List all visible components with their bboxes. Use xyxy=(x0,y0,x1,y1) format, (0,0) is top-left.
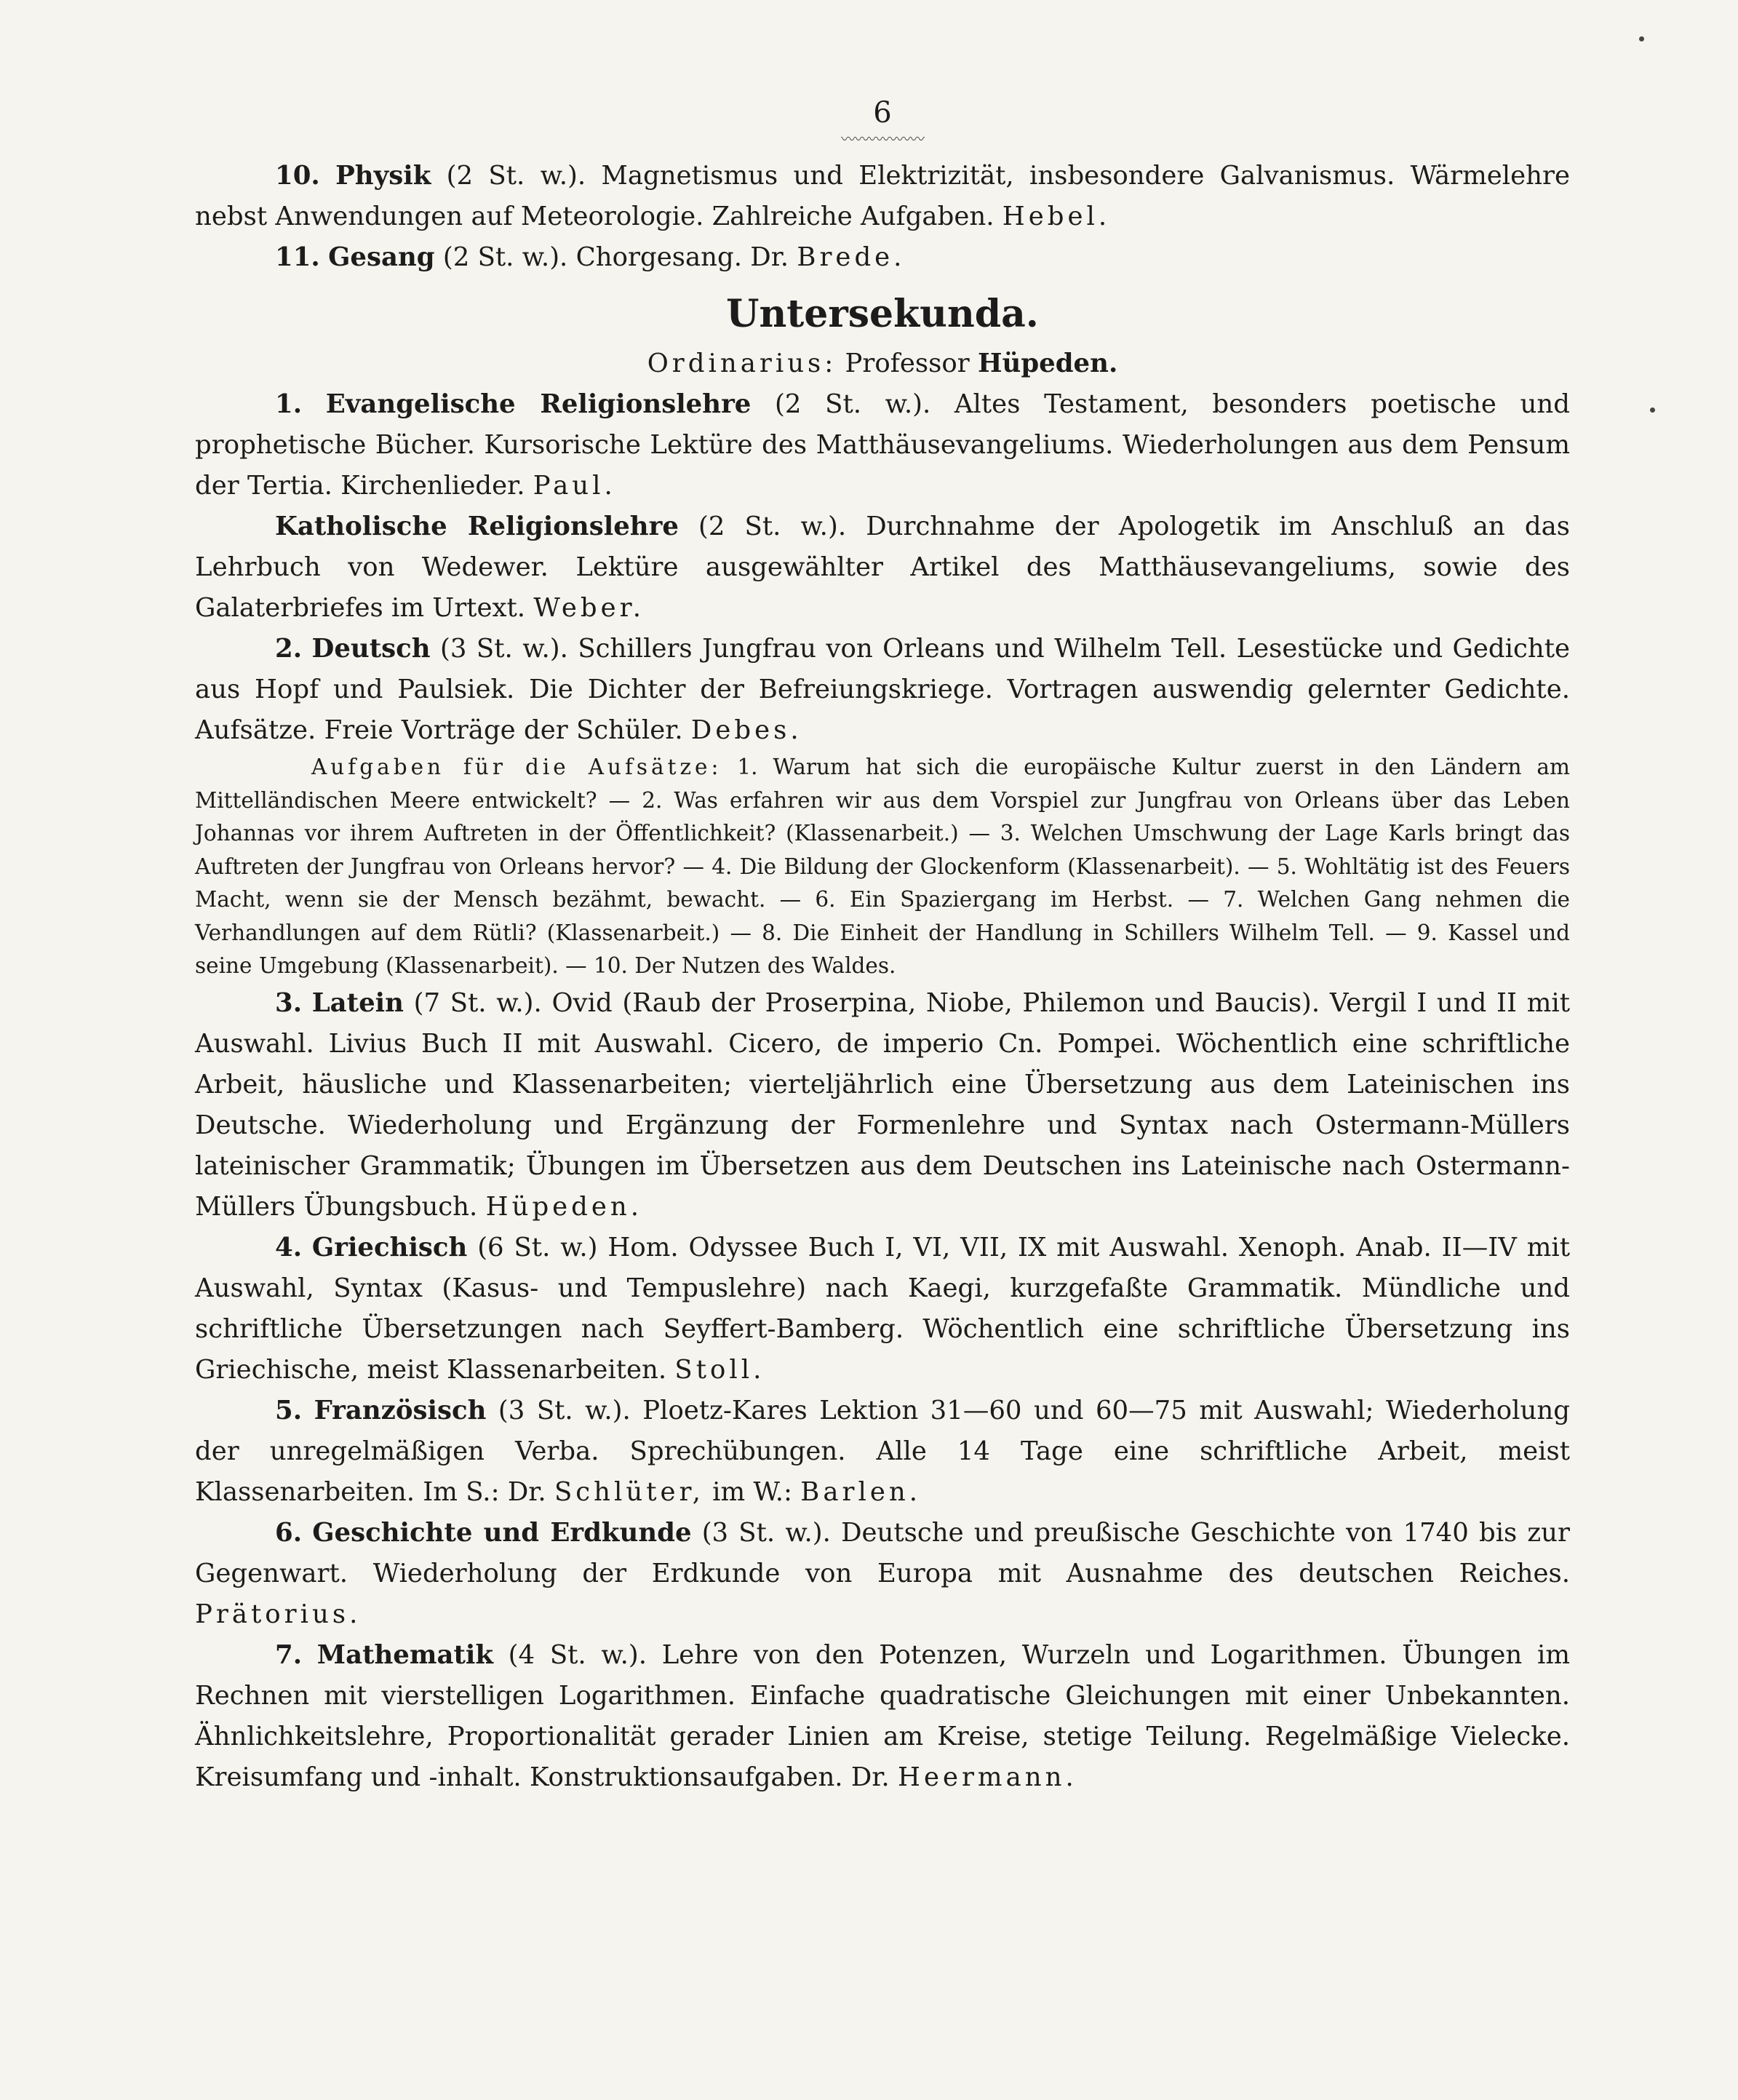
teacher-name: Brede. xyxy=(797,242,906,272)
teacher-name: Hüpeden. xyxy=(485,1191,643,1222)
ordinarius-line: Ordinarius: Professor Hüpeden. xyxy=(647,349,1118,378)
section-griechisch: 4. Griechisch (6 St. w.) Hom. Odyssee Buch I, VI, VII, IX mit Auswahl. Xenoph. Anab. II—IV mit Auswahl, Syntax (Kasus- und Tempuslehre) nach Kaegi, kurzgefaßte Grammatik. Mündliche und schriftliche Übersetzungen nach Seyffert-Bamberg. Wöchentlich eine schriftliche Übersetzung ins Griechische, meist Klassenarbeiten. Stoll. xyxy=(195,1232,1570,1385)
subject-title: Physik xyxy=(335,161,431,191)
subject-title: Evangelische Religionslehre xyxy=(325,389,752,419)
section-kath-religion: Katholische Religionslehre (2 St. w.). Durchnahme der Apologetik im Anschluß an das Lehrbuch von Wedewer. Lektüre ausgewählter Artikel des Matthäusevangeliums, sowie des Galaterbriefes im Urtext. Weber. xyxy=(195,512,1570,623)
section-physik: 10. Physik (2 St. w.). Magnetismus und Elektrizität, insbesondere Galvanismus. Wärmelehre nebst Anwendungen auf Meteorologie. Zahlreiche Aufgaben. Hebel. xyxy=(195,161,1570,231)
page-number: 6 xyxy=(873,96,892,130)
essay-topics: Aufgaben für die Aufsätze: 1. Warum hat sich die europäische Kultur zuerst in den Ländern am Mittelländischen Meere entwickelt? — 2. Was erfahren wir aus dem Vorspiel zur Jungfrau von Orleans über das Leben Johannas vor ihrem Auftreten in der Öffentlichkeit? (Klassenarbeit.) — 3. Welchen Umschwung der Lage Karls bringt das Auftreten der Jungfrau von Orleans hervor? — 4. Die Bildung der Glockenform (Klassenarbeit). — 5. Wohltätig ist des Feuers Macht, wenn sie der Mensch bezähmt, bewacht. — 6. Ein Spaziergang im Herbst. — 7. Welchen Gang nehmen die Verhandlungen auf dem Rütli? (Klassenarbeit.) — 8. Die Einheit der Handlung in Schillers Wilhelm Tell. — 9. Kassel und seine Umgebung (Klassenarbeit). — 10. Der Nutzen des Waldes. xyxy=(195,755,1570,978)
ink-spot xyxy=(1650,407,1655,413)
subject-title: Gesang xyxy=(328,242,435,272)
subject-title: Geschichte und Erdkunde xyxy=(312,1517,692,1548)
teacher-name: Stoll. xyxy=(674,1354,765,1385)
section-mathematik: 7. Mathematik (4 St. w.). Lehre von den Potenzen, Wurzeln und Logarithmen. Übungen im Rechnen mit vierstelligen Logarithmen. Einfache quadratische Gleichungen mit einer Unbekannten. Ähnlichkeitslehre, Proportionalität gerader Linien am Kreise, stetige Teilung. Regelmäßige Vielecke. Kreisumfang und -inhalt. Konstruktionsaufgaben. Dr. Heermann. xyxy=(195,1639,1570,1792)
section-latein: 3. Latein (7 St. w.). Ovid (Raub der Proserpina, Niobe, Philemon und Baucis). Vergil I und II mit Auswahl. Livius Buch II mit Auswahl. Cicero, de imperio Cn. Pompei. Wöchentlich eine schriftliche Arbeit, häusliche und Klassenarbeiten; vierteljährlich eine Übersetzung aus dem Lateinischen ins Deutsche. Wiederholung und Ergänzung der Formenlehre und Syntax nach Ostermann-Müllers lateinischer Grammatik; Übungen im Übersetzen aus dem Deutschen ins Lateinische nach Ostermann-Müllers Übungsbuch. Hüpeden. xyxy=(195,987,1570,1222)
teacher-name: Debes. xyxy=(690,715,802,745)
section-gesang: 11. Gesang (2 St. w.). Chorgesang. Dr. Brede. xyxy=(275,242,906,272)
subject-title: Mathematik xyxy=(316,1639,493,1670)
ink-spot xyxy=(1639,36,1644,41)
teacher-name: Schlüter, xyxy=(554,1476,704,1507)
teacher-name: Heermann. xyxy=(897,1762,1077,1792)
subject-title: Deutsch xyxy=(311,634,431,664)
ornament-divider: 〰〰〰〰〰〰 xyxy=(841,130,924,148)
section-geschichte: 6. Geschichte und Erdkunde (3 St. w.). Deutsche und preußische Geschichte von 1740 bis zur Gegenwart. Wiederholung der Erdkunde von Europa mit Ausnahme des deutschen Reiches. Prätorius. xyxy=(195,1517,1570,1629)
subject-title: Griechisch xyxy=(311,1232,468,1262)
teacher-name: Weber. xyxy=(533,593,645,623)
page-content xyxy=(195,95,1570,1798)
class-heading: Untersekunda. xyxy=(726,292,1039,336)
section-franzoesisch: 5. Französisch (3 St. w.). Ploetz-Kares Lektion 31—60 und 60—75 mit Auswahl; Wiederholung der unregelmäßigen Verba. Sprechübungen. Alle 14 Tage eine schriftliche Arbeit, meist Klassenarbeiten. Im S.: Dr. Schlüter, im W.: Barlen. xyxy=(195,1395,1570,1507)
subject-title: Katholische Religionslehre xyxy=(275,512,679,541)
teacher-name: Barlen. xyxy=(800,1476,921,1507)
subject-title: Französisch xyxy=(314,1395,487,1425)
teacher-name: Hebel. xyxy=(1002,202,1111,231)
teacher-name: Prätorius. xyxy=(195,1599,362,1629)
subject-title: Latein xyxy=(311,987,404,1018)
section-ev-religion: 1. Evangelische Religionslehre (2 St. w.). Altes Testament, besonders poetische und prophetische Bücher. Kursorische Lektüre des Matthäusevangeliums. Wiederholungen aus dem Pensum der Tertia. Kirchenlieder. Paul. xyxy=(195,389,1570,501)
teacher-name: Paul. xyxy=(533,471,616,501)
section-deutsch: 2. Deutsch (3 St. w.). Schillers Jungfrau von Orleans und Wilhelm Tell. Lesestücke und Gedichte aus Hopf und Paulsiek. Die Dichter der Befreiungskriege. Vortragen auswendig gelernter Gedichte. Aufsätze. Freie Vorträge der Schüler. Debes. xyxy=(195,634,1570,745)
